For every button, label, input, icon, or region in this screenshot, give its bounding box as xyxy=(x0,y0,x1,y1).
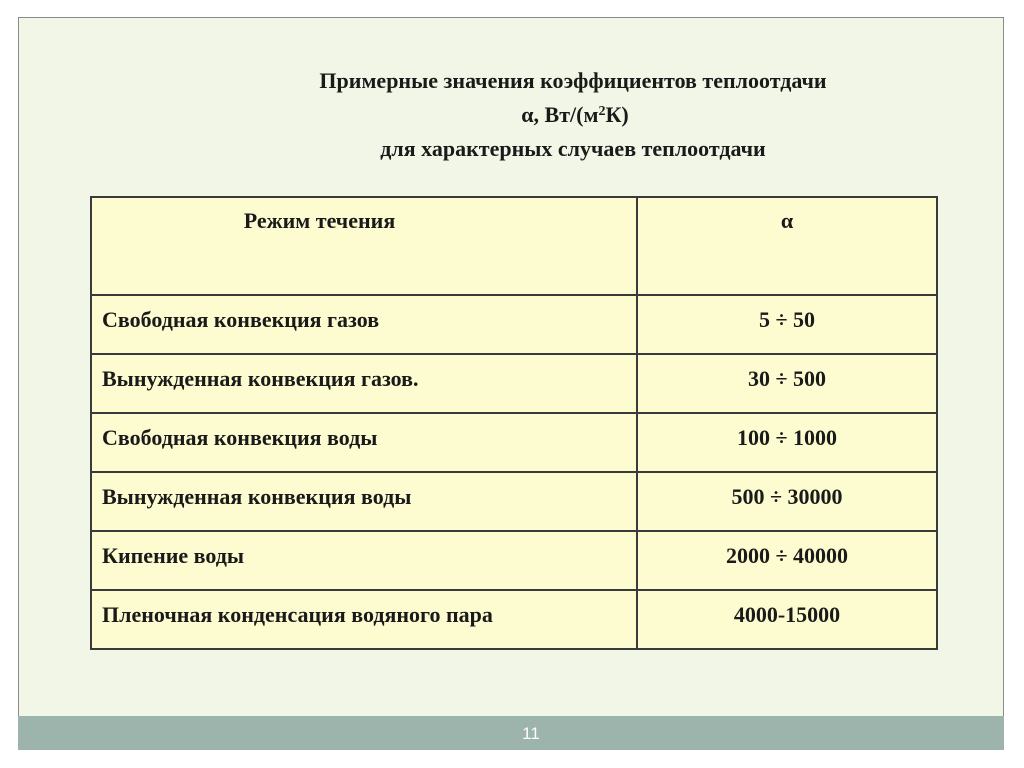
row-mode-cell: Кипение воды xyxy=(91,531,637,590)
title-line-3: для характерных случаев теплоотдачи xyxy=(380,136,766,161)
row-value-cell: 4000-15000 xyxy=(637,590,937,649)
header-alpha: α xyxy=(637,197,937,295)
heat-transfer-table xyxy=(90,196,938,650)
row-mode-cell: Пленочная конденсация водяного пара xyxy=(91,590,637,649)
row-value-cell: 100 ÷ 1000 xyxy=(637,413,937,472)
footer-bar xyxy=(18,716,1004,750)
title-units-superscript: 2 xyxy=(598,104,606,119)
row-mode-cell: Свободная конвекция газов xyxy=(91,295,637,354)
title-line-2 xyxy=(19,98,1003,132)
title-line-1: Примерные значения коэффициентов теплоотдачи xyxy=(319,68,827,93)
slide xyxy=(18,17,1004,750)
row-value-cell: 2000 ÷ 40000 xyxy=(637,531,937,590)
row-value-cell: 5 ÷ 50 xyxy=(637,295,937,354)
title-units-prefix: α, Вт/(м xyxy=(521,102,599,127)
table-row xyxy=(91,472,937,531)
row-mode-cell: Вынужденная конвекция воды xyxy=(91,472,637,531)
row-value-cell: 30 ÷ 500 xyxy=(637,354,937,413)
table-header-row xyxy=(91,197,937,295)
row-value-cell: 500 ÷ 30000 xyxy=(637,472,937,531)
row-mode-cell: Вынужденная конвекция газов. xyxy=(91,354,637,413)
table-row xyxy=(91,531,937,590)
table-row xyxy=(91,413,937,472)
table-row xyxy=(91,295,937,354)
table-row xyxy=(91,354,937,413)
row-mode-cell: Свободная конвекция воды xyxy=(91,413,637,472)
page-number: 11 xyxy=(522,724,540,743)
table-row xyxy=(91,590,937,649)
header-flow-mode: Режим течения xyxy=(91,197,637,295)
slide-title xyxy=(19,64,1003,166)
title-units-suffix: К) xyxy=(605,102,629,127)
